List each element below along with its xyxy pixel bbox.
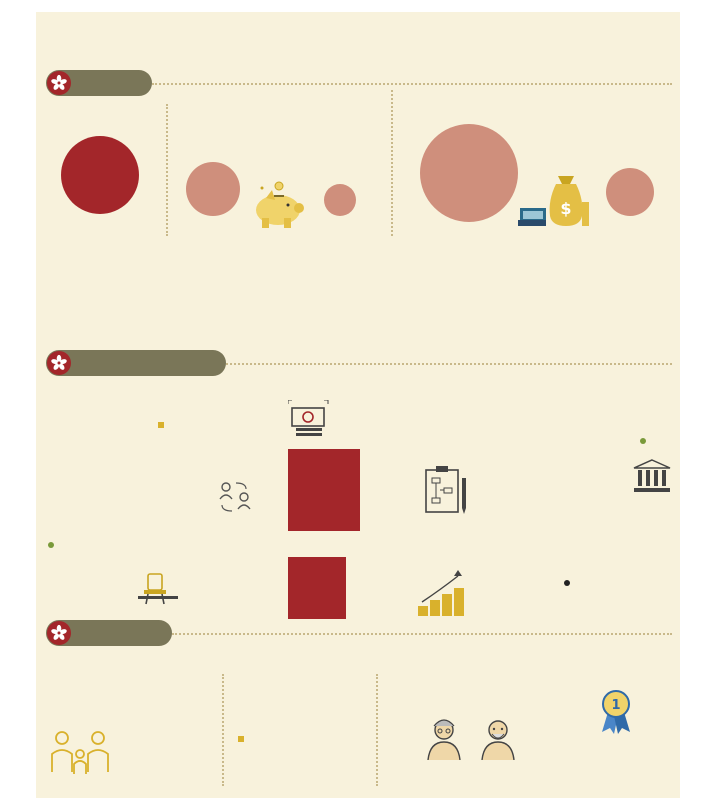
legend-dot-icon bbox=[564, 580, 570, 586]
svg-text:1: 1 bbox=[611, 698, 621, 713]
elderly-man-icon bbox=[476, 716, 520, 765]
divider bbox=[166, 104, 168, 236]
market-cap-box bbox=[288, 449, 360, 531]
people-exchange-icon bbox=[216, 479, 254, 520]
section-economy bbox=[46, 70, 152, 96]
legend-square-icon bbox=[158, 422, 164, 428]
elderly-woman-icon bbox=[422, 716, 466, 765]
divider bbox=[376, 674, 378, 786]
flowchart-clipboard-icon bbox=[422, 464, 470, 533]
gdp-circle bbox=[61, 136, 139, 214]
bank-building-icon bbox=[632, 458, 672, 499]
infographic bbox=[36, 12, 680, 798]
coin-stacks-icon bbox=[416, 568, 466, 623]
bauhinia-icon bbox=[47, 351, 71, 375]
section-population bbox=[46, 620, 172, 646]
fx-1997-circle bbox=[606, 168, 654, 216]
legend-dot-icon bbox=[48, 542, 54, 548]
bauhinia-icon bbox=[47, 71, 71, 95]
chinese-share-ring bbox=[122, 716, 184, 778]
award-ribbon-icon bbox=[596, 688, 636, 739]
divider bbox=[172, 633, 672, 635]
bauhinia-icon bbox=[47, 621, 71, 645]
section-financial bbox=[46, 350, 226, 376]
divider bbox=[152, 83, 672, 85]
divider bbox=[391, 90, 393, 236]
piggy-bank-icon bbox=[250, 178, 308, 235]
legend-dot-icon bbox=[640, 438, 646, 444]
legend-square-icon bbox=[238, 736, 244, 742]
svg-text:$: $ bbox=[560, 199, 572, 218]
family-icon bbox=[48, 728, 114, 783]
money-icon bbox=[288, 400, 330, 445]
fiscal-2017-circle bbox=[186, 162, 240, 216]
divider bbox=[222, 674, 224, 786]
external-box bbox=[288, 557, 346, 619]
fx-2017-circle bbox=[420, 124, 518, 222]
desk-chair-icon bbox=[138, 572, 178, 613]
money-bag-icon bbox=[518, 170, 590, 235]
divider bbox=[226, 363, 672, 365]
fiscal-1997-circle bbox=[324, 184, 356, 216]
